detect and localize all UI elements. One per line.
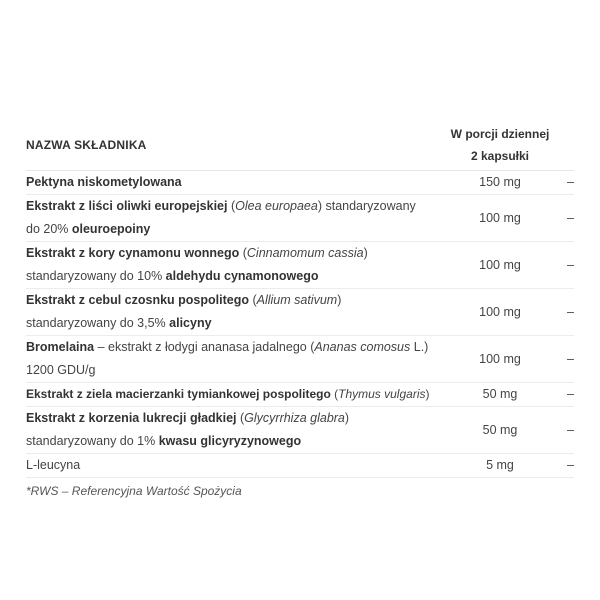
table-header — [26, 120, 574, 171]
ingredient-activity: L.) 1200 GDU/g — [26, 340, 429, 377]
ingredient-rws: – — [567, 351, 574, 366]
ingredient-standardization: standaryzowany do 20% — [26, 199, 416, 236]
rws-footnote: *RWS – Referencyjna Wartość Spożycia — [26, 484, 242, 498]
ingredient-active-compound: alicyny — [169, 316, 212, 330]
ingredient-bold: Ekstrakt z cebul czosnku pospolitego — [26, 293, 249, 307]
ingredient-amount: 5 mg — [486, 458, 514, 472]
ingredient-bold: Pektyna niskometylowana — [26, 175, 182, 189]
ingredient-bold: Ekstrakt z ziela macierzanki tymiankowej — [26, 387, 260, 401]
ingredient-name: Ekstrakt z korzenia lukrecji gładkiej (Glycyrrhiza glabra) standaryzowany do 1% kwasu glicyryzynowego — [26, 411, 350, 448]
ingredient-rws: – — [567, 175, 574, 189]
table-row — [26, 454, 574, 478]
daily-dose-header-line2: 2 kapsułki — [470, 149, 530, 163]
ingredient-active-compound: oleuroepoiny — [71, 222, 151, 236]
table-row — [26, 383, 574, 407]
ingredient-standardization: standaryzowany do 3,5% — [26, 316, 170, 330]
ingredient-name: Ekstrakt z ziela macierzanki tymiankowej pospolitego (Thymus vulgaris) — [26, 387, 430, 401]
ingredient-bold: Ekstrakt z korzenia lukrecji gładkiej — [26, 411, 237, 425]
ingredient-active-compound: aldehydu cynamonowego — [165, 269, 319, 283]
ingredient-amount: 100 mg — [479, 210, 521, 225]
ingredient-rws: – — [567, 304, 574, 319]
ingredient-name: Ekstrakt z kory cynamonu wonnego (Cinnamomum cassia) standaryzowany do 10% aldehydu cynamonowego — [26, 246, 368, 283]
ingredient-rws: – — [567, 210, 574, 225]
ingredient-name: L-leucyna — [26, 458, 81, 472]
ingredient-amount: 50 mg — [482, 387, 518, 401]
daily-dose-header — [440, 123, 560, 167]
ingredient-rws: – — [567, 387, 574, 401]
daily-dose-header-line1: W porcji dziennej — [450, 127, 550, 141]
ingredient-standardization: standaryzowany do 1% — [26, 434, 159, 448]
table-row — [26, 242, 574, 289]
ingredient-standardization: standaryzowany do 10% — [26, 269, 166, 283]
ingredient-latin: Glycyrrhiza glabra — [244, 411, 345, 425]
ingredient-latin: Olea europaea — [235, 199, 318, 213]
ingredient-amount: 150 mg — [479, 175, 521, 189]
ingredient-name — [26, 336, 440, 382]
ingredient-bold-tail: pospolitego — [259, 387, 331, 401]
ingredient-name — [26, 171, 440, 194]
ingredient-name-header: NAZWA SKŁADNIKA — [26, 137, 147, 152]
table-row — [26, 195, 574, 242]
ingredient-rws: – — [567, 422, 574, 437]
ingredient-rws: – — [567, 257, 574, 272]
ingredient-latin: Ananas comosus — [314, 340, 411, 354]
ingredient-bold: Bromelaina — [26, 340, 95, 354]
ingredient-name: Ekstrakt z liści oliwki europejskiej (Olea europaea) standaryzowany do 20% oleuroepoiny — [26, 199, 416, 236]
ingredient-amount: 100 mg — [479, 257, 521, 272]
ingredient-rws: – — [567, 458, 574, 472]
ingredient-bold: Ekstrakt z liści oliwki europejskiej — [26, 199, 228, 213]
table-row — [26, 336, 574, 383]
table-row — [26, 407, 574, 454]
ingredient-amount: 100 mg — [479, 351, 521, 366]
table-row — [26, 289, 574, 336]
ingredient-latin: Cinnamomum cassia — [246, 246, 364, 260]
ingredient-amount: 100 mg — [479, 304, 521, 319]
ingredient-description: – ekstrakt z łodygi ananasa jadalnego ( — [94, 340, 315, 354]
ingredient-active-compound: kwasu glicyryzynowego — [158, 434, 302, 448]
ingredient-amount: 50 mg — [482, 422, 518, 437]
ingredients-table — [26, 120, 574, 502]
ingredient-name: Ekstrakt z cebul czosnku pospolitego (Allium sativum) standaryzowany do 3,5% alicyny — [26, 293, 342, 330]
table-row — [26, 171, 574, 195]
ingredient-bold: Ekstrakt z kory cynamonu wonnego — [26, 246, 240, 260]
ingredient-latin: Thymus vulgaris — [338, 387, 426, 401]
ingredient-latin: Allium sativum — [256, 293, 338, 307]
